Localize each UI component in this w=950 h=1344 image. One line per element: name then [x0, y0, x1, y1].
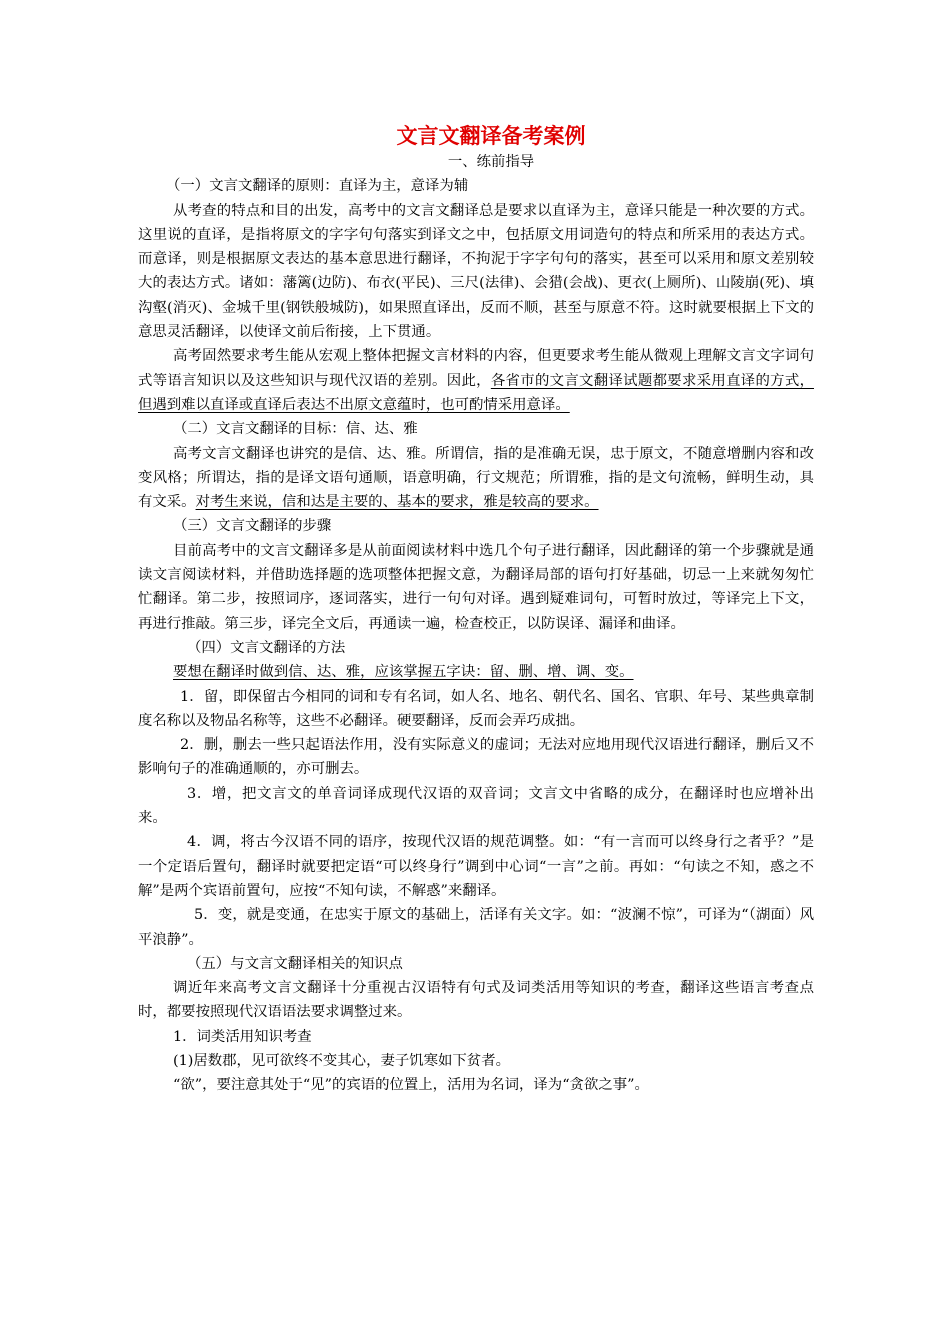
subsection-heading: （二）文言文翻译的目标：信、达、雅 — [173, 421, 418, 438]
paragraph: 从考查的特点和目的出发，高考中的文言文翻译总是要求以直译为主，意译只能是一种次要的方式。这里说的直译，是指将原文的字字句句落实到译文之中，包括原文用词造句的特点和所采用的表达方式。而意译，则是根据原文表达的基本意思进行翻译，不拘泥于字字句句的落实，甚至可以采用和原文差别较大的表达方式。诸如：藩篱(边防)、布衣(平民)、三尺(法律)、会猎(会战)、更衣(上厕所)、山陵崩(死)、填沟壑(消灭)、金城千里(钢铁般城防)，如果照直译出，反而不顺，甚至与原意不符。这时就要根据上下文的意思灵活翻译，以使译文前后衔接，上下贯通。 — [138, 202, 814, 341]
paragraph-text: 高考文言文翻译也讲究的是信、达、雅。所谓信，指的是准确无误，忠于原文，不随意增删内容和改变风格；所谓达，指的是译文语句通顺，语意明确，行文规范；所谓雅，指的是文句流畅，鲜明生动，具有文采。 — [138, 445, 814, 511]
paragraph — [138, 344, 814, 417]
subsection-heading: （一）文言文翻译的原则：直译为主，意译为辅 — [166, 178, 469, 195]
paragraph — [138, 442, 814, 515]
underlined-text: 各省市的文言文翻译试题都要求采用直译的方式，但遇到难以直译或直译后表达不出原文意蕴时，也可酌情采用意译。 — [138, 372, 814, 413]
subsection-heading: （四）文言文翻译的方法 — [187, 639, 346, 656]
paragraph: “欲”，要注意其处于“见”的宾语的位置上，活用为名词，译为“贪欲之事”。 — [173, 1077, 649, 1094]
paragraph — [138, 660, 814, 684]
list-item: 1．词类活用知识考查 — [173, 1028, 312, 1045]
paragraph: 调近年来高考文言文翻译十分重视古汉语特有句式及词类活用等知识的考查，翻译这些语言考查点时，都要按照现代汉语语法要求调整过来。 — [138, 980, 814, 1021]
list-item: 1．留，即保留古今相同的词和专有名词，如人名、地名、朝代名、国名、官职、年号、某些典章制度名称以及物品名称等，这些不必翻译。硬要翻译，反而会弄巧成拙。 — [138, 688, 814, 729]
list-item: 5．变，就是变通，在忠实于原文的基础上，活译有关文字。如：“波澜不惊”，可译为“（湖面）风平浪静”。 — [138, 907, 814, 948]
document-title: 文言文翻译备考案例 — [396, 123, 586, 148]
paragraph: 目前高考中的文言文翻译多是从前面阅读材料中选几个句子进行翻译，因此翻译的第一个步骤就是通读文言阅读材料，并借助选择题的选项整体把握文意，为翻译局部的语句打好基础，切忌一上来就匆匆忙忙翻译。第二步，按照词序，逐词落实，进行一句句对译。遇到疑难词句，可暂时放过，等译完上下文，再进行推敲。第三步，译完全文后，再通读一遍，检查校正，以防误译、漏译和曲译。 — [138, 542, 814, 632]
underlined-text: 对考生来说，信和达是主要的、基本的要求，雅是较高的要求。 — [195, 494, 599, 511]
section-heading: 一、练前指导 — [447, 154, 535, 170]
example-sentence: (1)居数郡，见可欲终不变其心，妻子饥寒如下贫者。 — [173, 1052, 510, 1069]
list-item: 3．增，把文言文的单音词译成现代汉语的双音词；文言文中省略的成分，在翻译时也应增补出来。 — [138, 785, 814, 827]
list-item: 4．调，将古今汉语不同的语序，按现代汉语的规范调整。如：“有一言而可以终身行之者乎？”是一个定语后置句，翻译时就要把定语“可以终身行”调到中心词“一言”之前。再如：“句读之不知，惑之不解”是两个宾语前置句，应按“不知句读，不解惑”来翻译。 — [138, 834, 814, 899]
paragraph-text: 高考固然要求考生能从宏观上整体把握文言材料的内容，但更要求考生能从微观上理解文言文字词句式等语言知识以及这些知识与现代汉语的差别。因此， — [138, 348, 814, 389]
list-item: 2．删，删去一些只起语法作用，没有实际意义的虚词；无法对应地用现代汉语进行翻译，删后又不影响句子的准确通顺的，亦可删去。 — [138, 737, 814, 778]
subsection-heading: （五）与文言文翻译相关的知识点 — [187, 955, 403, 972]
document-page — [138, 122, 814, 1098]
subsection-heading: （三）文言文翻译的步骤 — [173, 518, 332, 535]
underlined-text: 要想在翻译时做到信、达、雅，应该掌握五字诀：留、删、增、调、变。 — [173, 664, 634, 681]
